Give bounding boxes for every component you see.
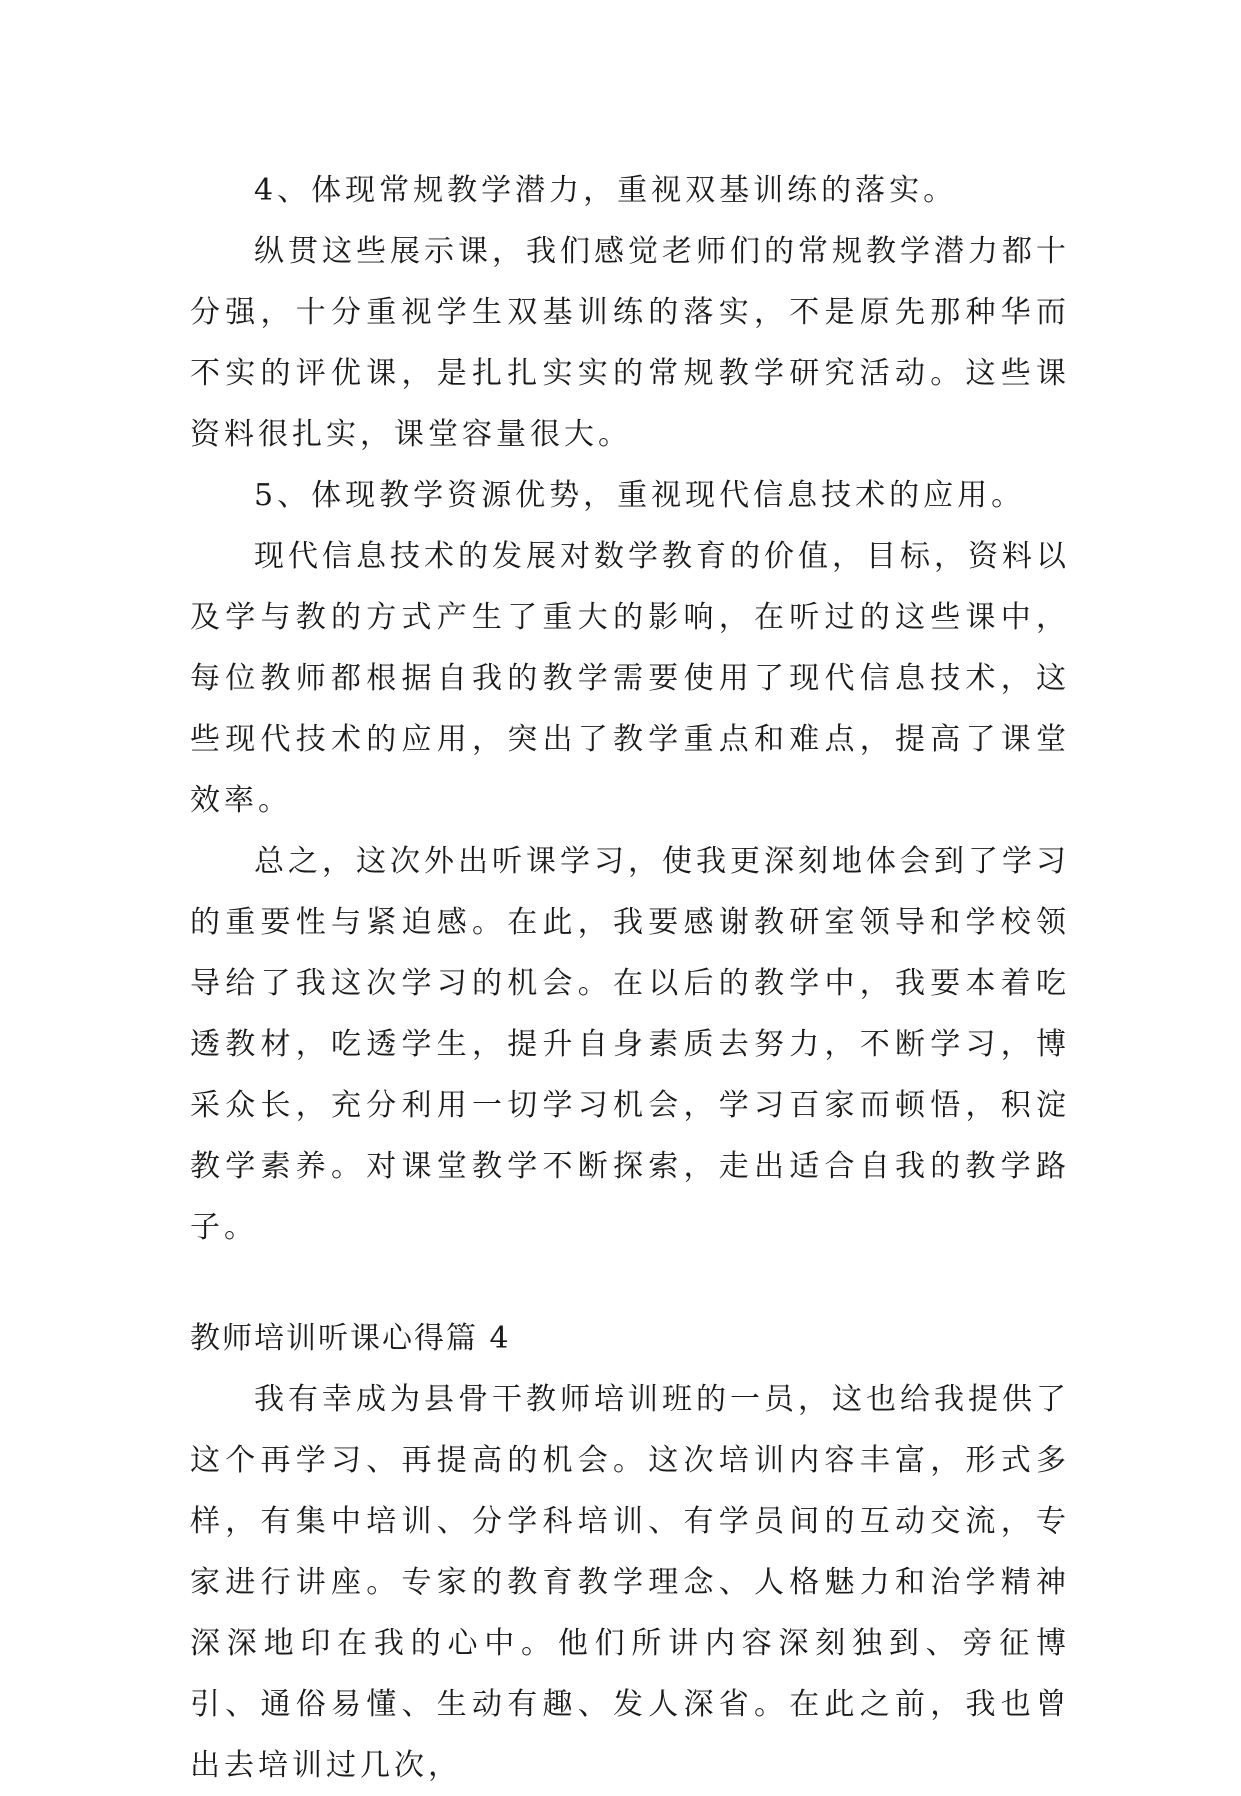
paragraph-point-5: 5、体现教学资源优势，重视现代信息技术的应用。 (254, 478, 1026, 513)
paragraph-section-intro: 我有幸成为县骨干教师培训班的一员，这也给我提供了这个再学习、再提高的机会。这次培训内容丰富，形式多样，有集中培训、分学科培训、有学员间的互动交流，专家进行讲座。专家的教育教学理念、人格魅力和治学精神深深地印在我的心中。他们所讲内容深刻独到、旁征博引、通俗易懂、生动有趣、发人深省。在此之前，我也曾出去培训过几次， (190, 1382, 1070, 1783)
paragraph-point-4: 4、体现常规教学潜力，重视双基训练的落实。 (254, 173, 958, 208)
paragraph-summary: 总之，这次外出听课学习，使我更深刻地体会到了学习的重要性与紧迫感。在此，我要感谢教研室领导和学校领导给了我这次学习的机会。在以后的教学中，我要本着吃透教材，吃透学生，提升自身素质去努力，不断学习，博采众长，充分利用一切学习机会，学习百家而顿悟，积淀教学素养。对课堂教学不断探索，走出适合自我的教学路子。 (190, 844, 1070, 1245)
paragraph-point-5-detail: 现代信息技术的发展对数学教育的价值，目标，资料以及学与教的方式产生了重大的影响，在听过的这些课中，每位教师都根据自我的教学需要使用了现代信息技术，这些现代技术的应用，突出了教学重点和难点，提高了课堂效率。 (190, 539, 1070, 818)
document-body (190, 160, 1070, 1796)
paragraph-point-4-detail: 纵贯这些展示课，我们感觉老师们的常规教学潜力都十分强，十分重视学生双基训练的落实，不是原先那种华而不实的评优课，是扎扎实实的常规教学研究活动。这些课资料很扎实，课堂容量很大。 (190, 234, 1070, 452)
section-heading: 教师培训听课心得篇 4 (190, 1321, 511, 1356)
